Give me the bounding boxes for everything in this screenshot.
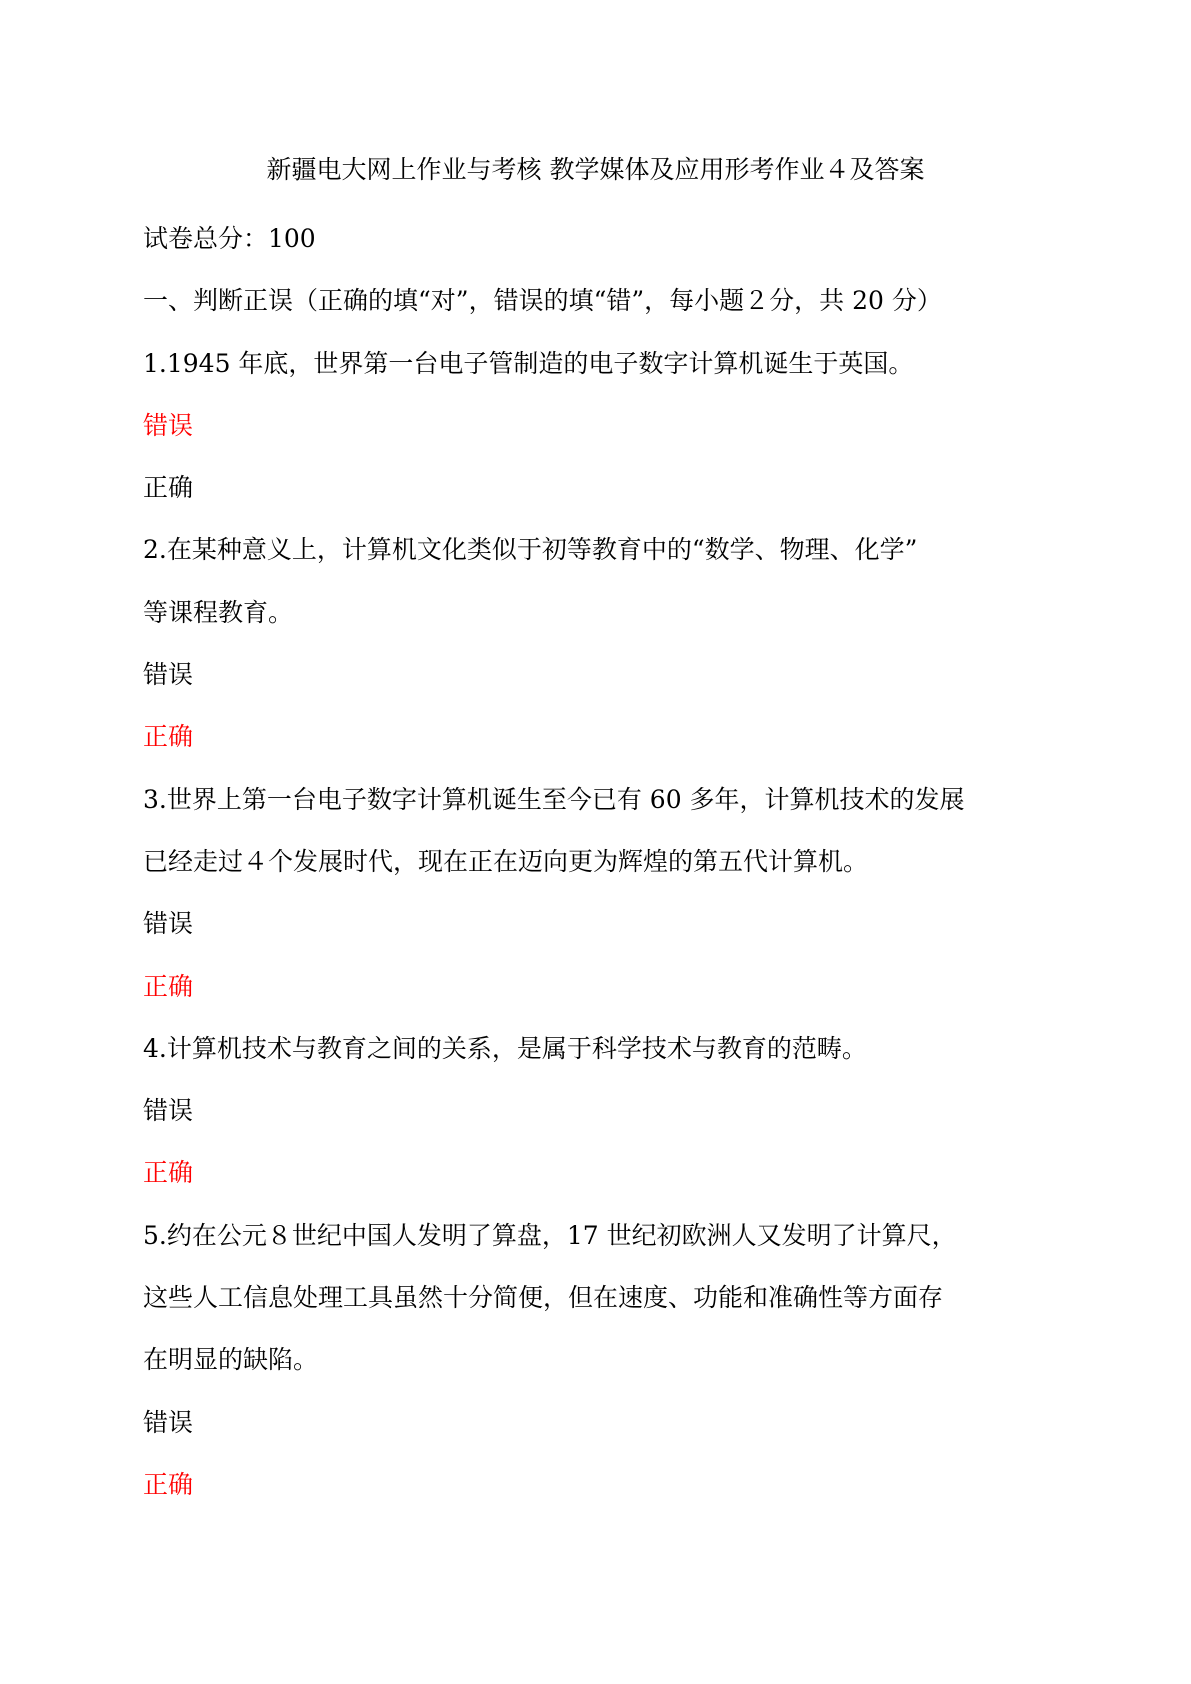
question-text: 3.世界上第一台电子数字计算机诞生至今已有 60 多年，计算机技术的发展 <box>143 784 965 814</box>
document-body <box>143 208 1063 1516</box>
question-text: 5.约在公元８世纪中国人发明了算盘，17 世纪初欧洲人又发明了计算尺， <box>143 1220 957 1250</box>
question-block <box>143 519 1063 768</box>
question-text: 这些人工信息处理工具虽然十分简便，但在速度、功能和准确性等方面存 <box>143 1283 944 1313</box>
answer-option: 错误 <box>143 410 194 440</box>
answer-option: 正确 <box>143 722 194 752</box>
question-text: 4.计算机技术与教育之间的关系，是属于科学技术与教育的范畴。 <box>143 1033 867 1063</box>
total-score: 试卷总分：100 <box>143 224 316 253</box>
question-block <box>143 333 1063 520</box>
answer-option: 正确 <box>143 971 194 1001</box>
question-text: 2.在某种意义上，计算机文化类似于初等教育中的“数学、物理、化学” <box>143 535 918 565</box>
answer-option: 正确 <box>143 473 194 503</box>
question-text: 等课程教育。 <box>143 597 294 627</box>
document-title: 新疆电大网上作业与考核 教学媒体及应用形考作业４及答案 <box>266 155 925 184</box>
question-block <box>143 769 1063 1018</box>
section-heading: 一、判断正误（正确的填“对”，错误的填“错”，每小题２分，共 20 分） <box>143 286 942 316</box>
answer-option: 正确 <box>143 1158 194 1188</box>
question-text: 1.1945 年底，世界第一台电子管制造的电子数字计算机诞生于英国。 <box>143 348 914 378</box>
question-block <box>143 1018 1063 1205</box>
answer-option: 错误 <box>143 660 194 690</box>
answer-option: 错误 <box>143 1407 194 1437</box>
question-text: 在明显的缺陷。 <box>143 1345 319 1375</box>
answer-option: 错误 <box>143 909 194 939</box>
question-text: 已经走过４个发展时代，现在正在迈向更为辉煌的第五代计算机。 <box>143 846 869 876</box>
question-block <box>143 1205 1063 1516</box>
answer-option: 错误 <box>143 1096 194 1126</box>
answer-option: 正确 <box>143 1469 194 1499</box>
